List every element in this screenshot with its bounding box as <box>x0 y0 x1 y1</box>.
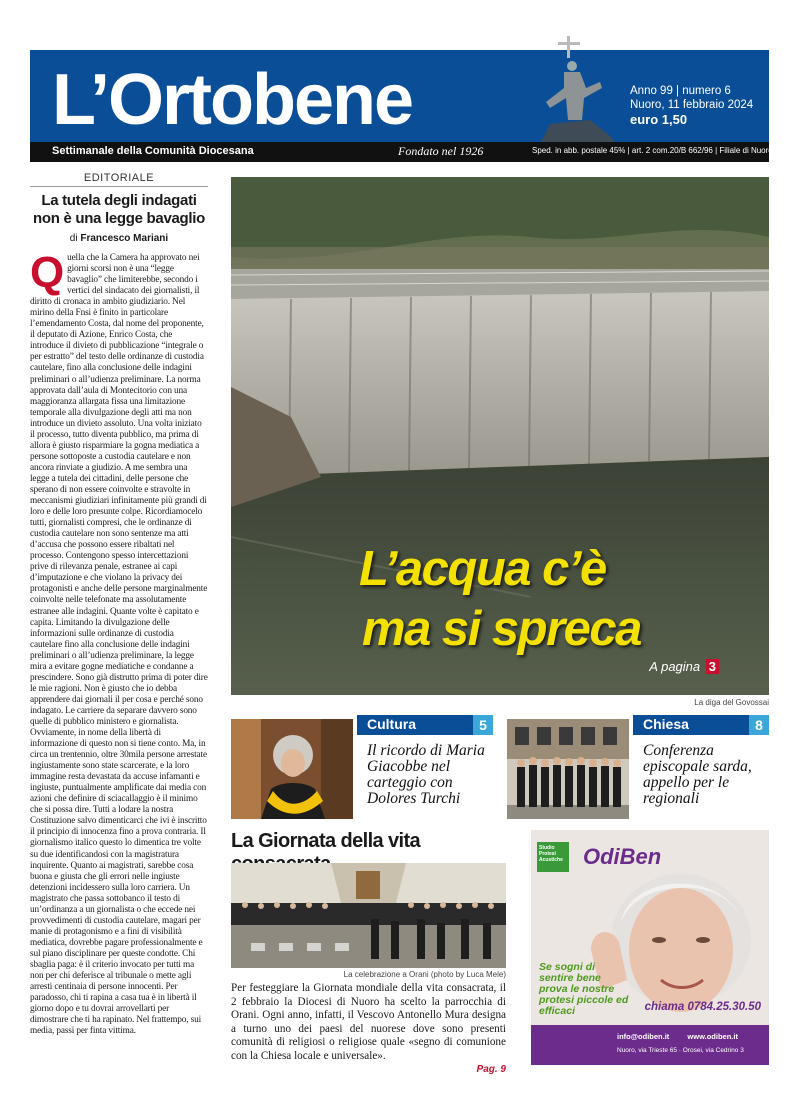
masthead-bar <box>30 142 773 162</box>
ad-brand: OdiBen <box>583 844 662 869</box>
teaser-cultura-page: 5 <box>473 715 493 735</box>
odiben-advertisement[interactable] <box>531 830 769 1065</box>
giornata-title[interactable]: La Giornata della vita <box>231 830 506 880</box>
byline-prefix: di <box>69 233 78 244</box>
newspaper-logo[interactable]: L’Ortobene <box>52 60 413 140</box>
hero-headline[interactable] <box>359 539 641 659</box>
ad-footer <box>531 1001 769 1065</box>
ad-contacts <box>617 1032 738 1041</box>
hero-page-prefix: A pagina <box>649 659 701 674</box>
teaser-chiesa-section: Chiesa <box>633 715 769 735</box>
giornata-body <box>231 982 506 1076</box>
teaser-chiesa-text: Conferenza episcopale sarda, appello per le regionali <box>643 742 752 807</box>
masthead <box>30 50 773 162</box>
ad-email[interactable]: info@odiben.it <box>617 1032 670 1041</box>
founded-note: Fondato nel 1926 <box>398 144 484 158</box>
ad-web[interactable]: www.odiben.it <box>687 1032 738 1041</box>
ad-slogan: Se sogni di sentire bene prova le nostre protesi piccole ed efficaci <box>539 961 629 1017</box>
ad-phone[interactable]: chiama 0784.25.30.50 <box>644 1001 761 1013</box>
teaser-chiesa-page: 8 <box>749 715 769 735</box>
ad-badge: Studio Protesi Acustiche <box>537 842 569 872</box>
drop-cap: Q <box>30 248 65 297</box>
hero-caption: La diga del Govossai <box>694 698 769 707</box>
editorial-kicker: EDITORIALE <box>30 172 208 187</box>
editorial-column <box>30 172 208 1072</box>
ad-addresses: Nuoro, via Trieste 65 · Orosei, via Cedrino 3 <box>617 1047 744 1054</box>
giornata-page-ref[interactable]: Pag. 9 <box>476 1063 506 1075</box>
teaser-cultura-photo <box>231 719 353 819</box>
giornata-text: Per festeggiare la Giornata mondiale della vita consacrata, il 2 febbraio la Diocesi di Nuoro ha scelto la parrocchia di Orani. Ogni anno, infatti, il Vescovo Antonello Mura designa a turno uno dei paesi del nuorese dove sono presenti comunità di religiosi o religiose quale «segno di comunione con la Chiesa locale e universale». <box>231 982 506 1062</box>
issue-price: euro 1,50 <box>630 112 688 127</box>
postal-info: Sped. in abb. postale 45% | art. 2 com.20/B 662/96 | Filiale di Nuoro <box>532 146 773 155</box>
editorial-body <box>30 248 208 1037</box>
giornata-caption: La celebrazione a Orani (photo by Luca Mele) <box>343 970 506 979</box>
editorial-byline <box>30 233 208 244</box>
teaser-cultura[interactable] <box>231 715 493 819</box>
teaser-cultura-text: Il ricordo di Maria Giacobbe nel carteggio con Dolores Turchi <box>367 742 485 807</box>
hero-page-number: 3 <box>706 659 719 674</box>
teaser-chiesa-photo <box>507 719 629 819</box>
hero-photo[interactable] <box>231 177 769 695</box>
masthead-tagline: Settimanale della Comunità Diocesana <box>52 145 254 157</box>
giornata-article <box>231 830 506 1075</box>
teaser-chiesa[interactable] <box>507 715 769 819</box>
teaser-cultura-section: Cultura <box>357 715 493 735</box>
hero-headline-line1: L’acqua c’è <box>359 542 606 596</box>
editorial-text: uella che la Camera ha approvato nei giorni scorsi non è una “legge bavaglio” che limiterebbe, secondo i vertici del sindacato dei giornalisti, il diritto di cronaca in ambito giudiziario. Nel mirino della Fnsi è finito in particolare l’emendamento Costa, dal nome del proponente, il deputato di Azione, Enrico Costa, che introduce il divieto di pubblicazione “integrale o per estratto” del testo delle ordinanze di custodia cautelare, fino alla conclusione delle indagini preliminari o all’udienza preliminare. La norma approvata dall’aula di Montecitorio con una maggioranza allargata fissa una limitazione temporale alla divulgazione degli atti ma non introduce un divieto assoluto. Una volta iniziato il processo, tutto diventa pubblico, ma prima di allora è giusto risparmiare la gogna mediatica a persone sottoposte a custodia cautelare e non ancora rinviate a giudizio. A me sembra una legge a tutela dei cittadini, delle persone che sperano di non essere coinvolte e stravolte in meccanismi giudiziari infinitamente più grandi di loro e delle loro presunte colpe. Ricordiamocelo tutti, giornalisti compresi, che le ordinanze di custodia cautelare non sono sentenze ma atti d’accusa che possono essere ribaltati nel processo. Contengono spesso intercettazioni prive di rilevanza penale, estranee ai capi d’imputazione e che violano la privacy dei protagonisti e anche delle persone marginalmente coinvolte nelle telefonate ma assolutamente estranee alle indagini. Quante volte è capitato e capita. Limitando la divulgazione delle informazioni sulle ordinanze di custodia cautelare fino alla conclusione delle indagini preliminari o all’udienza preliminare, la legge mira a evitare gogne mediatiche e condanne a prescindere. Sono già distrutto prima di poter dire le mie ragioni. Non è giusto che io debba apprendere dai giornali il per cosa e perché sono indagato. Le carriere da separare davvero sono quelle di pubblico ministero e giornalista. Ovviamente, in nome della libertà di informazione di questo non si tiene conto. Ma, in circa un trentennio, oltre 30mila persone arrestate ingiustamente sono state scarcerate, e la loro immagine resta devastata da accuse infamanti e ingiuste, puntualmente amplificate dai media con azioni che definire di sciacallaggio è il minimo che si possa dire. Tutti a lodare la nostra Costituzione salvo dimenticarci che ivi è inscritto il principio di innocenza fino a prova contraria. Il giornalismo italico questo lo dimentica tre volte su due identificandosi con la magistratura inquirente. Quanto ai magistrati, sarebbe cosa buona e giusta che gli errori nelle ingiuste detenzioni incidessero sulla loro carriera. Un magistrato che passa sottobanco il testo di un’ordinanza a un giornalista o che eccede nei provvedimenti di custodia cautelare, magari per manie di protagonismo e a fini di visibilità mediatica, dovrebbe pagare professionalmente e sul piano disciplinare per queste condotte. Chi sbaglia paga: è il criterio invocato per tutti ma non per chi deferisce al tribunale o mette agli arresti centinaia di persone innocenti. Per paradosso, chi ti rapina a casa tua è in libertà il giorno dopo e tu dovrai arrovellarti per dimostrare che ti ha rapinato. Nel frattempo, sui media, passi per finta vittima. <box>30 253 208 1037</box>
issue-number: Anno 99 | numero 6 <box>630 85 731 97</box>
issue-date: Nuoro, 11 febbraio 2024 <box>630 99 754 111</box>
byline-author: Francesco Mariani <box>80 233 169 244</box>
issue-info <box>630 84 753 127</box>
editorial-title[interactable]: La tutela degli indagati non è una legge bavaglio <box>33 192 205 227</box>
hero-headline-line2: ma si spreca <box>362 602 641 656</box>
redentore-statue-icon <box>520 36 620 144</box>
giornata-photo <box>231 863 506 968</box>
hero-page-ref[interactable] <box>649 659 719 674</box>
